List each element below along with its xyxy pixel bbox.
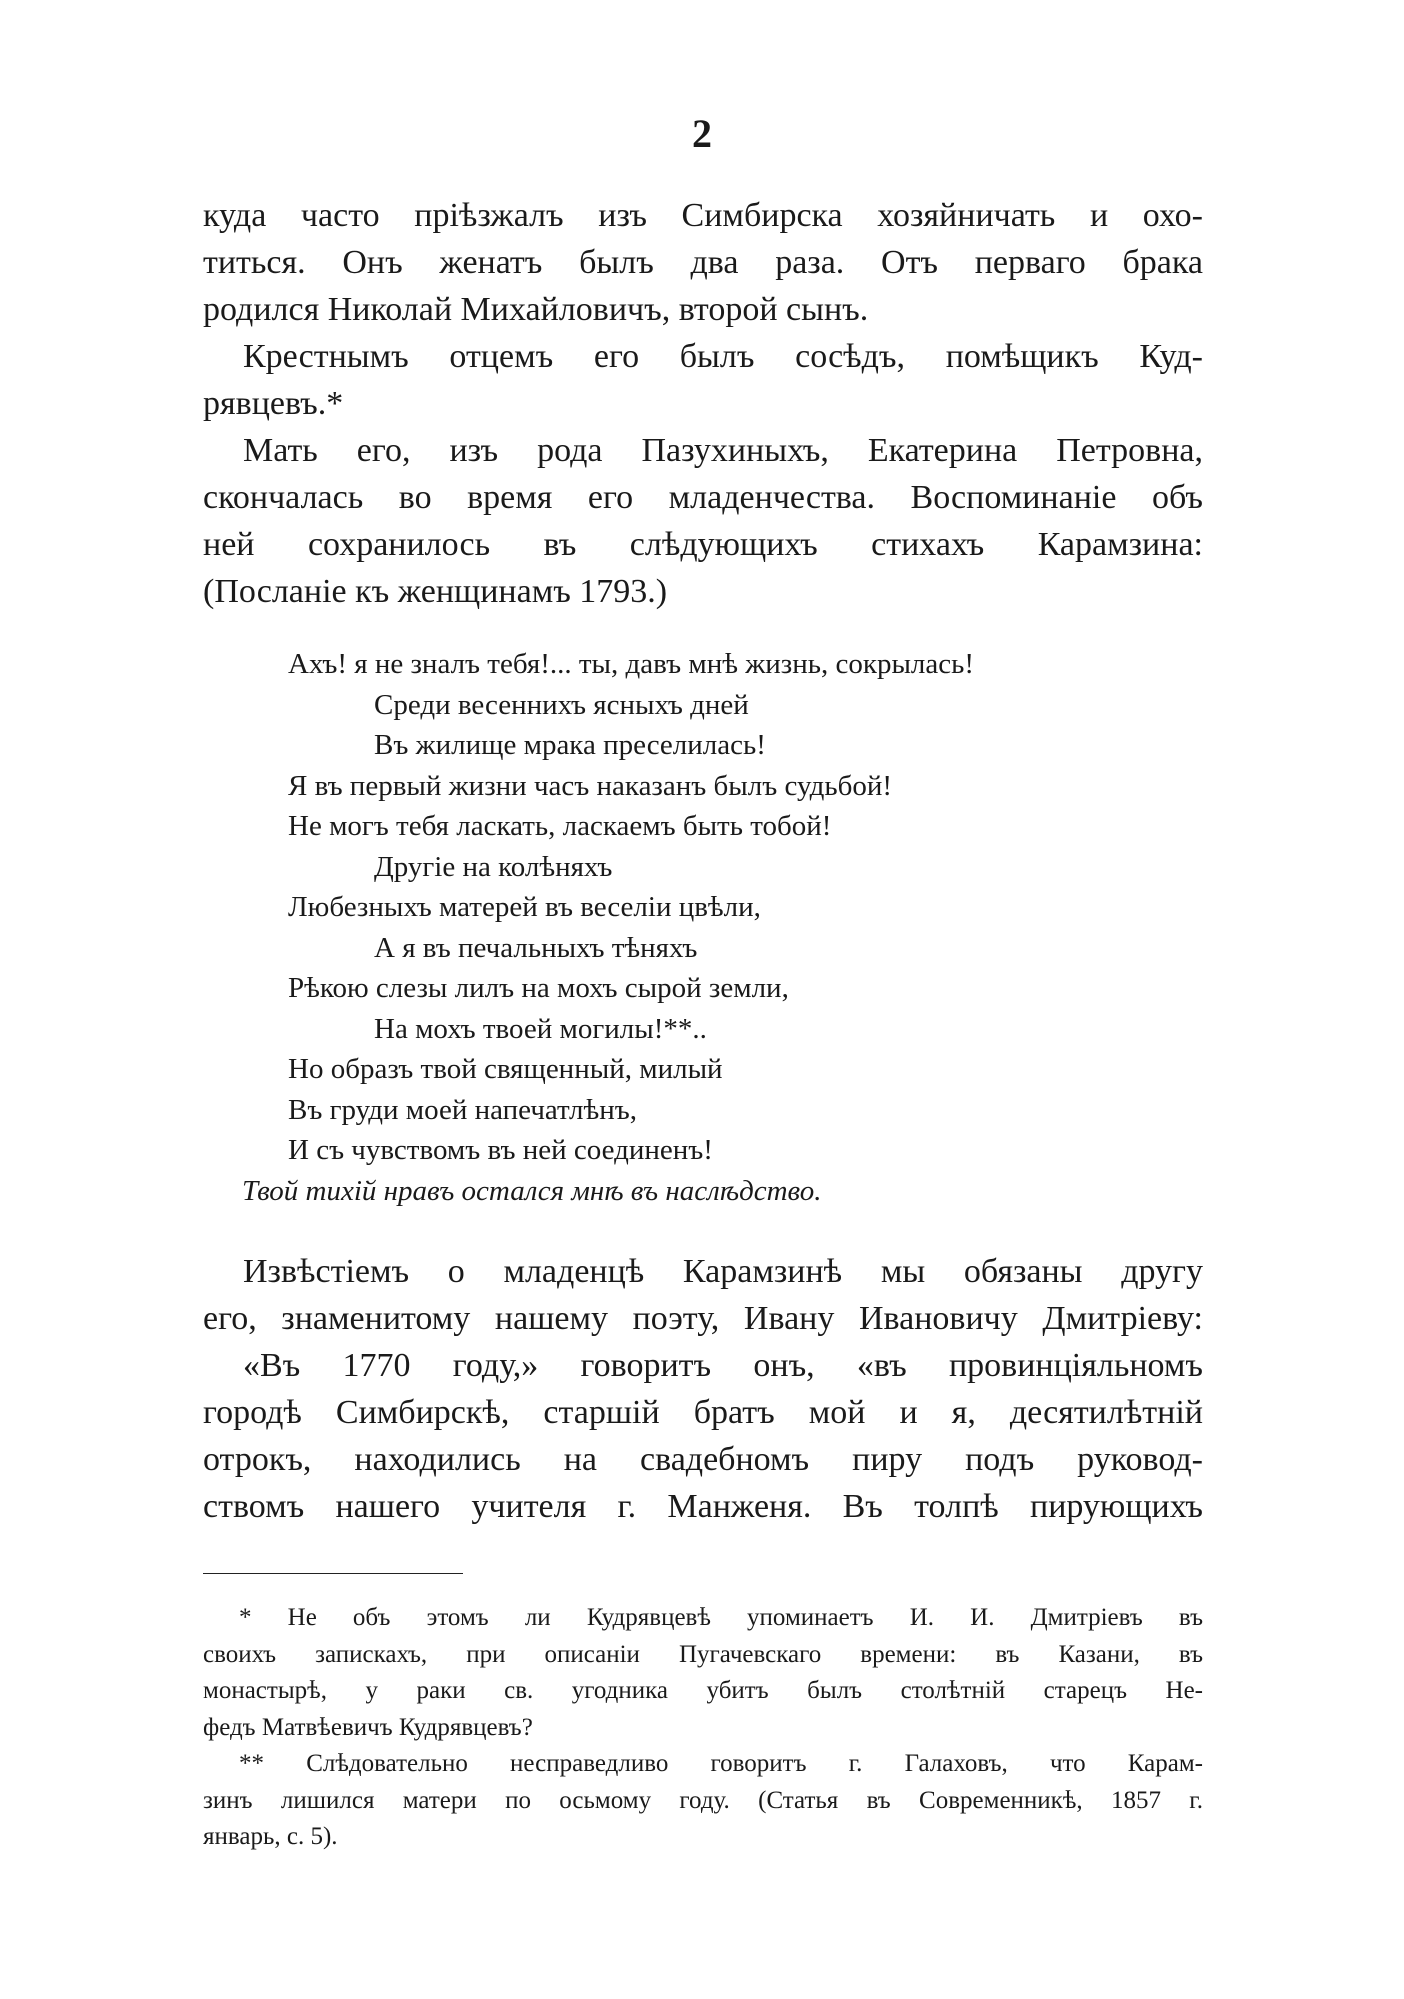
- poem-line: Въ груди моей напечатлѣнъ,: [288, 1093, 637, 1126]
- footnotes: [203, 1600, 1203, 1856]
- poem-line: И съ чувствомъ въ ней соединенъ!: [288, 1134, 713, 1166]
- text-line: Извѣстіемъ о младенцѣ Карамзинѣ мы обязаны другу: [243, 1253, 1203, 1290]
- text-line: родился Николай Михайловичъ, второй сынъ.: [203, 291, 869, 328]
- poem-line: Другіе на колѣняхъ: [374, 850, 613, 883]
- text-line: титься. Онъ женатъ былъ два раза. Отъ перваго брака: [203, 244, 1203, 281]
- poem-line: Въ жилище мрака преселилась!: [374, 729, 766, 761]
- page-number: 2: [692, 111, 712, 156]
- footnote-line: федъ Матвѣевичъ Кудрявцевъ?: [203, 1713, 533, 1741]
- main-text-top: [203, 192, 1203, 615]
- poem-line: А я въ печальныхъ тѣняхъ: [374, 931, 698, 964]
- poem-line: Я въ первый жизни часъ наказанъ былъ судьбой!: [288, 769, 893, 802]
- poem-line-italic: Твой тихій нравъ остался мнѣ въ наслѣдство.: [242, 1174, 822, 1207]
- text-line: «Въ 1770 году,» говоритъ онъ, «въ провинціяльномъ: [243, 1347, 1203, 1384]
- text-line: его, знаменитому нашему поэту, Ивану Ивановичу Дмитріеву:: [203, 1300, 1203, 1337]
- main-text-bottom: [203, 1248, 1203, 1530]
- poem-line: Но образъ твой священный, милый: [288, 1053, 723, 1085]
- poem-line: Ахъ! я не зналъ тебя!... ты, давъ мнѣ жизнь, сокрылась!: [288, 648, 975, 680]
- poem-line: Рѣкою слезы лилъ на мохъ сырой земли,: [288, 972, 789, 1004]
- poem-line: Не могъ тебя ласкать, ласкаемъ быть тобой!: [288, 810, 832, 842]
- text-line: куда часто пріѣзжалъ изъ Симбирска хозяйничать и охо-: [203, 197, 1203, 234]
- text-line: ней сохранилось въ слѣдующихъ стихахъ Карамзина:: [203, 526, 1203, 563]
- footnote-line: январь, с. 5).: [203, 1823, 338, 1850]
- poem-line: На мохъ твоей могилы!**..: [374, 1012, 707, 1045]
- footnote-line: * Не объ этомъ ли Кудрявцевѣ упоминаетъ И. И. Дмитріевъ въ: [239, 1604, 1203, 1631]
- footnote-line: зинъ лишился матери по осьмому году. (Статья въ Современникѣ, 1857 г.: [203, 1786, 1203, 1814]
- footnote-line: своихъ запискахъ, при описаніи Пугачевскаго времени: въ Казани, въ: [203, 1640, 1203, 1668]
- poem-line: Любезныхъ матерей въ веселіи цвѣли,: [288, 891, 761, 923]
- text-line: Мать его, изъ рода Пазухиныхъ, Екатерина Петровна,: [243, 432, 1203, 469]
- text-line: рявцевъ.*: [203, 385, 344, 422]
- footnote-line: ** Слѣдовательно несправедливо говоритъ г. Галаховъ, что Карам-: [239, 1750, 1203, 1777]
- text-line: ствомъ нашего учителя г. Манженя. Въ толпѣ пирующихъ: [203, 1488, 1203, 1525]
- poem: [242, 644, 975, 1211]
- text-line: городѣ Симбирскѣ, старшій братъ мой и я, десятилѣтній: [203, 1394, 1203, 1431]
- text-line: отрокъ, находились на свадебномъ пиру подъ руковод-: [203, 1441, 1203, 1478]
- footnote-divider: [203, 1573, 463, 1574]
- text-line: (Посланіе къ женщинамъ 1793.): [203, 573, 668, 610]
- footnote-line: монастырѣ, у раки св. угодника убитъ былъ столѣтній старецъ Не-: [203, 1677, 1203, 1704]
- text-line: скончалась во время его младенчества. Воспоминаніе объ: [203, 479, 1203, 516]
- text-line: Крестнымъ отцемъ его былъ сосѣдъ, помѣщикъ Куд-: [243, 338, 1203, 375]
- poem-line: Среди весеннихъ ясныхъ дней: [374, 688, 749, 721]
